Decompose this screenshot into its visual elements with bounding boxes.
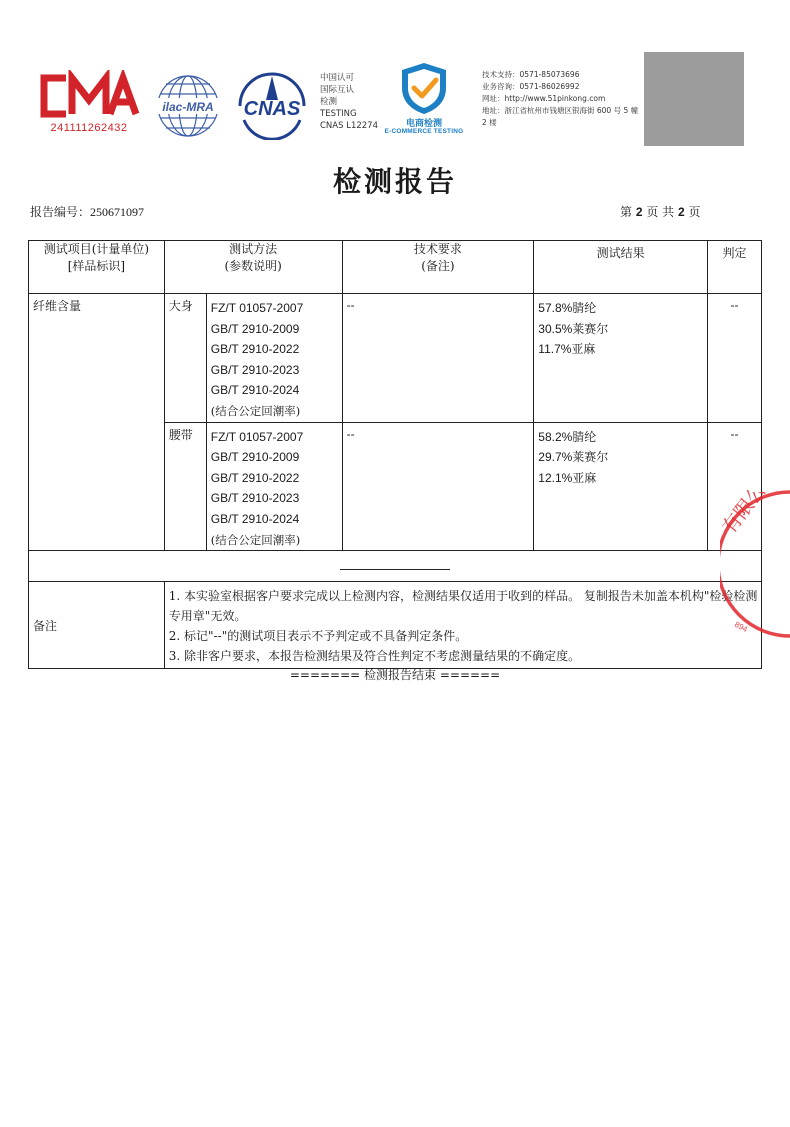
ecommerce-subtitle: E-COMMERCE TESTING — [384, 128, 464, 135]
notes-label: 备注 — [29, 582, 165, 669]
shield-check-icon — [388, 60, 460, 116]
note-item: 1. 本实验室根据客户要求完成以上检测内容，检测结果仅适用于收到的样品。 复制报告未加盖本机构"检验检测专用章"无效。 — [168, 589, 758, 624]
business-phone: 业务咨询：0571-86026992 — [482, 82, 580, 91]
stamp-number: 894 — [733, 619, 750, 635]
requirement-value: -- — [342, 422, 534, 551]
cert-line: CNAS L12274 — [320, 121, 378, 131]
judgement-value: -- — [708, 294, 762, 423]
cert-line: 国际互认 — [320, 85, 355, 95]
header-judgement: 判定 — [708, 241, 762, 294]
cert-line: 中国认可 — [320, 73, 355, 83]
report-number-label: 报告编号： — [30, 205, 91, 219]
ecommerce-title: 电商检测 — [405, 119, 442, 129]
website: 网址：http://www.51pinkong.com — [482, 94, 606, 103]
sample-part: 大身 — [164, 294, 206, 423]
cert-line: 检测 — [320, 97, 338, 107]
requirement-value: -- — [342, 294, 534, 423]
sample-part: 腰带 — [164, 422, 206, 551]
header-requirement: 技术要求 (备注) — [342, 241, 534, 294]
item-name: 纤维含量 — [29, 294, 165, 551]
ilac-mra-text: ilac-MRA — [162, 100, 214, 114]
page-suffix: 页 — [688, 205, 701, 219]
header-result: 测试结果 — [534, 241, 708, 294]
cnas-logo — [230, 72, 314, 140]
method-list: FZ/T 01057-2007 GB/T 2910-2009 GB/T 2910-2022 GB/T 2910-2023 GB/T 2910-2024 (结合公定回潮率) — [206, 294, 342, 423]
page-indicator — [620, 203, 701, 220]
report-title: 检测报告 — [332, 165, 457, 198]
support-phone: 技术支持：0571-85073696 — [482, 70, 580, 79]
report-number — [30, 203, 144, 220]
ilac-mra-logo — [152, 72, 224, 140]
header-item: 测试项目(计量单位) [样品标识] — [29, 241, 165, 294]
accreditation-text — [320, 72, 378, 132]
results-table — [28, 240, 762, 669]
ecommerce-testing-logo — [384, 60, 464, 140]
ilac-mra-logo-icon — [152, 72, 224, 140]
address: 地址：浙江省杭州市钱塘区银海街 600 号 5 幢 2 楼 — [482, 106, 639, 127]
stamp-seal-icon — [720, 490, 790, 640]
method-list: FZ/T 01057-2007 GB/T 2910-2009 GB/T 2910-2022 GB/T 2910-2023 GB/T 2910-2024 (结合公定回潮率) — [206, 422, 342, 551]
table-row — [29, 294, 762, 423]
table-header-row — [29, 241, 762, 294]
result-values: 57.8%腈纶 30.5%莱赛尔 11.7%亚麻 — [534, 294, 708, 423]
page-total: 2 — [678, 205, 685, 219]
notes-content — [164, 582, 761, 669]
cnas-logo-icon — [230, 72, 314, 140]
result-values: 58.2%腈纶 29.7%莱赛尔 12.1%亚麻 — [534, 422, 708, 551]
separator-row — [29, 551, 762, 582]
qr-code-placeholder — [644, 52, 744, 146]
report-end-marker: ======= 检测报告结束 ====== — [289, 668, 501, 682]
notes-row — [29, 582, 762, 669]
page-mid: 页 共 — [646, 205, 675, 219]
note-item: 3. 除非客户要求，本报告检测结果及符合性判定不考虑测量结果的不确定度。 — [168, 649, 581, 664]
page-prefix: 第 — [620, 205, 633, 219]
cma-logo-icon — [36, 70, 142, 122]
header-method: 测试方法 (参数说明) — [164, 241, 342, 294]
report-number-value: 250671097 — [90, 205, 145, 219]
cma-logo — [36, 70, 142, 140]
cma-number: 241111262432 — [50, 122, 128, 134]
stamp-text: 有限公司 — [720, 490, 783, 539]
official-stamp — [720, 490, 790, 640]
contact-info — [482, 69, 642, 129]
cert-line: TESTING — [320, 109, 357, 119]
page-current: 2 — [635, 205, 643, 219]
judgement-value: -- — [708, 422, 762, 551]
note-item: 2. 标记"--"的测试项目表示不予判定或不具备判定条件。 — [168, 629, 468, 644]
separator-line — [340, 569, 450, 570]
cnas-text: CNAS — [243, 98, 301, 120]
